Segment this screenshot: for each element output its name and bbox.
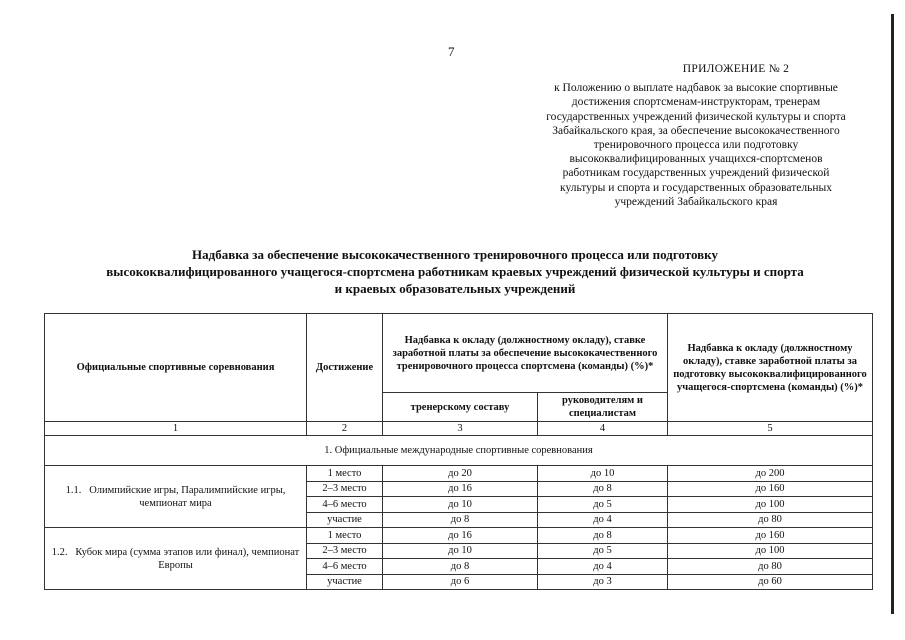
bonus-table <box>44 313 873 590</box>
coaches-cell: до 20 <box>383 466 538 482</box>
page-number: 7 <box>448 44 455 59</box>
athlete-cell: до 160 <box>668 481 873 497</box>
appendix-line: тренировочного процесса или подготовку <box>593 139 799 152</box>
header-bonus-athlete: Надбавка к окладу (должностному окладу), ставке заработной платы за подготовку высококвалифицированного учащегося-спортсмена (команды) (%)* <box>668 314 873 422</box>
coaches-cell: до 10 <box>383 497 538 513</box>
section-row <box>45 436 873 466</box>
appendix-line: культуры и спорта и государственных образовательных <box>560 181 832 194</box>
title-line: Надбавка за обеспечение высококачественного тренировочного процесса или подготовку <box>192 247 718 262</box>
achievement-cell: участие <box>307 574 383 590</box>
column-number: 2 <box>307 422 383 436</box>
achievement-cell: 1 место <box>307 466 383 482</box>
managers-cell: до 3 <box>538 574 668 590</box>
coaches-cell: до 8 <box>383 559 538 575</box>
section-heading: 1. Официальные международные спортивные соревнования <box>45 436 873 466</box>
competition-cell: 1.1. Олимпийские игры, Паралимпийские игры, чемпионат мира <box>45 466 307 528</box>
appendix-title: ПРИЛОЖЕНИЕ № 2 <box>682 63 790 75</box>
athlete-cell: до 160 <box>668 528 873 544</box>
coaches-cell: до 6 <box>383 574 538 590</box>
title-line: и краевых образовательных учреждений <box>334 281 576 296</box>
header-bonus-process: Надбавка к окладу (должностному окладу), ставке заработной платы за обеспечение высококачественного тренировочного процесса спортсмена (команды) (%)* <box>383 314 668 393</box>
coaches-cell: до 16 <box>383 528 538 544</box>
appendix-line: государственных учреждений физической культуры и спорта <box>546 110 846 123</box>
managers-cell: до 5 <box>538 543 668 559</box>
header-coaches: тренерскому составу <box>383 393 538 422</box>
managers-cell: до 10 <box>538 466 668 482</box>
appendix-line: работникам государственных учреждений физической <box>562 167 830 180</box>
table-row <box>45 466 873 482</box>
appendix-line: высококвалифицированных учащихся-спортсменов <box>569 153 823 166</box>
athlete-cell: до 80 <box>668 559 873 575</box>
column-number: 5 <box>668 422 873 436</box>
achievement-cell: 2–3 место <box>307 543 383 559</box>
managers-cell: до 4 <box>538 512 668 528</box>
column-number: 1 <box>45 422 307 436</box>
athlete-cell: до 80 <box>668 512 873 528</box>
achievement-cell: 2–3 место <box>307 481 383 497</box>
document-title <box>40 246 870 297</box>
athlete-cell: до 100 <box>668 497 873 513</box>
header-managers: руководителям и специалистам <box>538 393 668 422</box>
achievement-cell: 4–6 место <box>307 559 383 575</box>
table-header-row <box>45 314 873 393</box>
header-competitions: Официальные спортивные соревнования <box>45 314 307 422</box>
column-number-row <box>45 422 873 436</box>
appendix-line: достижения спортсменам-инструкторам, тренерам <box>571 96 821 109</box>
appendix-line: к Положению о выплате надбавок за высокие спортивные <box>554 82 838 95</box>
table-row <box>45 528 873 544</box>
achievement-cell: 1 место <box>307 528 383 544</box>
managers-cell: до 8 <box>538 528 668 544</box>
achievement-cell: 4–6 место <box>307 497 383 513</box>
managers-cell: до 4 <box>538 559 668 575</box>
achievement-cell: участие <box>307 512 383 528</box>
title-line: высококвалифицированного учащегося-спортсмена работникам краевых учреждений физической культуры и спорта <box>106 264 804 279</box>
athlete-cell: до 200 <box>668 466 873 482</box>
athlete-cell: до 100 <box>668 543 873 559</box>
coaches-cell: до 8 <box>383 512 538 528</box>
appendix-line: учреждений Забайкальского края <box>614 195 778 208</box>
managers-cell: до 8 <box>538 481 668 497</box>
appendix-header <box>500 62 892 209</box>
appendix-line: Забайкальского края, за обеспечение высококачественного <box>552 124 840 137</box>
coaches-cell: до 10 <box>383 543 538 559</box>
managers-cell: до 5 <box>538 497 668 513</box>
column-number: 4 <box>538 422 668 436</box>
column-number: 3 <box>383 422 538 436</box>
athlete-cell: до 60 <box>668 574 873 590</box>
coaches-cell: до 16 <box>383 481 538 497</box>
competition-cell: 1.2. Кубок мира (сумма этапов или финал), чемпионат Европы <box>45 528 307 590</box>
header-achievement: Достижение <box>307 314 383 422</box>
